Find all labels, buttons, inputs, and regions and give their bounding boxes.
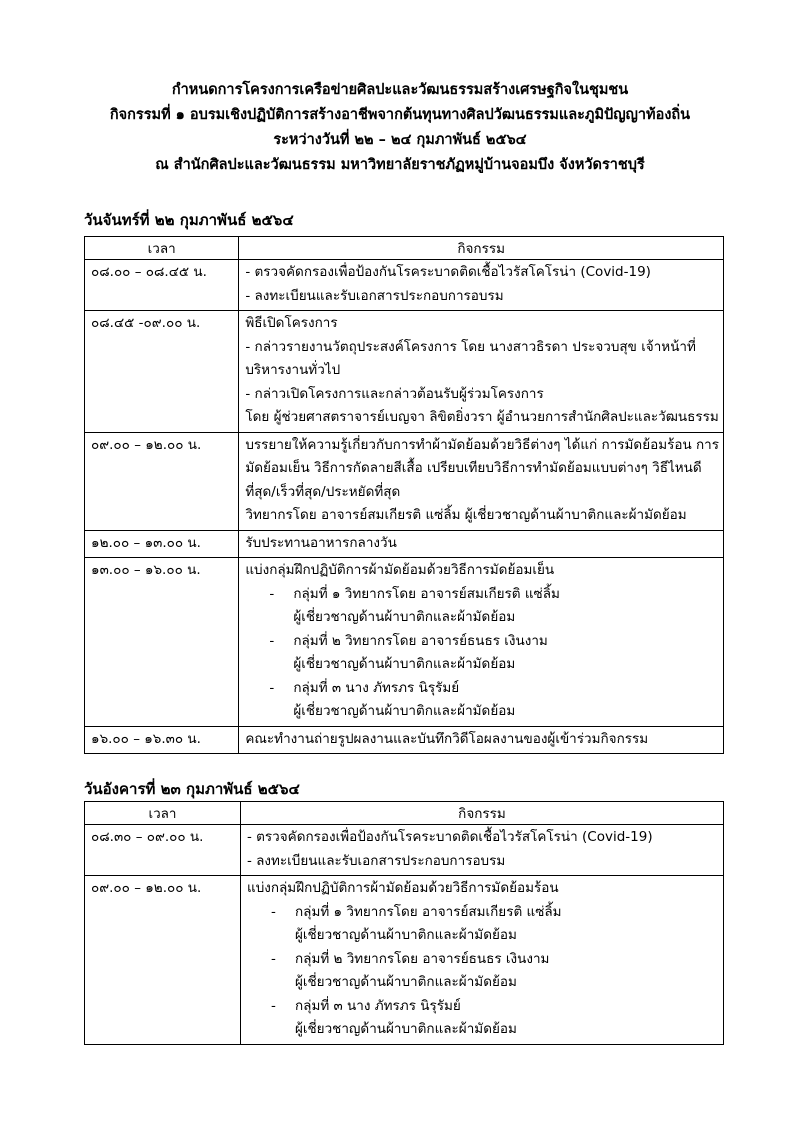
activity-cell [239, 311, 724, 433]
group-leader-line [245, 677, 719, 701]
table-header-row [85, 237, 724, 260]
column-header-time: เวลา [85, 237, 239, 260]
group-leader: กลุ่มที่ ๓ นาง ภัทรภร นิรุรัมย์ [293, 679, 460, 696]
activity-line: รับประทานอาหารกลางวัน [245, 534, 397, 551]
activity-cell [239, 726, 724, 754]
bullet-dash: - [271, 903, 276, 920]
header-dates: ระหว่างวันที่ ๒๒ – ๒๔ กุมภาพันธ์ ๒๕๖๔ [273, 132, 527, 148]
group-leader: กลุ่มที่ ๒ วิทยากรโดย อาจารย์ธนธร เงินงาม [295, 950, 550, 967]
day-title: วันอังคารที่ ๒๓ กุมภาพันธ์ ๒๕๖๔ [84, 780, 300, 798]
column-header-activity: กิจกรรม [241, 802, 724, 825]
group-leader: กลุ่มที่ ๑ วิทยากรโดย อาจารย์สมเกียรติ แซ่ลิ้ม [293, 585, 560, 602]
group-role: ผู้เชี่ยวชาญด้านผ้าบาติกและผ้ามัดย้อม [295, 1021, 517, 1037]
activity-line: วิทยากรโดย อาจารย์สมเกียรติ แซ่ลิ้ม ผู้เชี่ยวชาญด้านผ้าบาติกและผ้ามัดย้อม [245, 507, 687, 523]
activity-line: โดย ผู้ช่วยศาสตราจารย์เบญจา ลิขิตยิ่งวรา ผู้อำนวยการสำนักศิลปะและวัฒนธรรม [245, 409, 719, 425]
activity-line: บรรยายให้ความรู้เกี่ยวกับการทำผ้ามัดย้อมด้วยวิธีต่างๆ ได้แก่ การมัดย้อมร้อน การ [245, 436, 719, 453]
group-leader: กลุ่มที่ ๓ นาง ภัทรภร นิรุรัมย์ [295, 997, 461, 1014]
document-header [0, 78, 800, 178]
activity-line: - ตรวจคัดกรองเพื่อป้องกันโรคระบาดติดเชื้อไวรัสโคโรน่า (Covid-19) [247, 829, 653, 845]
group-leader-line [247, 901, 719, 925]
table-row [85, 825, 724, 876]
group-role: ผู้เชี่ยวชาญด้านผ้าบาติกและผ้ามัดย้อม [295, 927, 517, 943]
activity-cell [239, 558, 724, 727]
group-leader-line [247, 948, 719, 972]
schedule-table-day-1 [84, 236, 724, 754]
time-cell: ๑๖.๐๐ – ๑๖.๓๐ น. [85, 726, 239, 754]
header-activity: กิจกรรมที่ ๑ อบรมเชิงปฏิบัติการสร้างอาชีพจากต้นทุนทางศิลปวัฒนธรรมและภูมิปัญญาท้องถิ่น [109, 107, 691, 123]
table-row [85, 432, 724, 530]
activity-cell [239, 260, 724, 311]
bullet-dash: - [271, 950, 276, 967]
activity-line: มัดย้อมเย็น วิธีการกัดลายสีเสื้อ เปรียบเทียบวิธีการทำมัดย้อมแบบต่างๆ วิธีไหนดี [245, 460, 702, 476]
bullet-dash: - [269, 585, 275, 602]
group-role: ผู้เชี่ยวชาญด้านผ้าบาติกและผ้ามัดย้อม [295, 974, 517, 990]
day-title: วันจันทร์ที่ ๒๒ กุมภาพันธ์ ๒๕๖๔ [84, 211, 294, 229]
group-leader-line [245, 583, 719, 607]
activity-line: - ลงทะเบียนและรับเอกสารประกอบการอบรม [245, 287, 504, 304]
activity-line: - ลงทะเบียนและรับเอกสารประกอบการอบรม [247, 852, 506, 869]
activity-line: แบ่งกลุ่มฝึกปฏิบัติการผ้ามัดย้อมด้วยวิธีการมัดย้อมเย็น [245, 562, 555, 578]
group-role: ผู้เชี่ยวชาญด้านผ้าบาติกและผ้ามัดย้อม [293, 609, 516, 625]
activity-line: บริหารงานทั่วไป [245, 362, 341, 378]
time-cell: ๐๙.๐๐ – ๑๒.๐๐ น. [85, 876, 241, 1045]
table-row [85, 311, 724, 433]
activity-line: - ตรวจคัดกรองเพื่อป้องกันโรคระบาดติดเชื้อไวรัสโคโรน่า (Covid-19) [245, 264, 651, 280]
group-leader: กลุ่มที่ ๒ วิทยากรโดย อาจารย์ธนธร เงินงาม [293, 632, 548, 649]
table-row [85, 558, 724, 727]
activity-cell [241, 825, 724, 876]
column-header-time: เวลา [85, 802, 241, 825]
schedule-table-day-2 [84, 801, 724, 1045]
time-cell: ๐๘.๐๐ – ๐๘.๔๕ น. [85, 260, 239, 311]
bullet-dash: - [269, 679, 275, 696]
time-cell: ๑๓.๐๐ – ๑๖.๐๐ น. [85, 558, 239, 727]
group-role: ผู้เชี่ยวชาญด้านผ้าบาติกและผ้ามัดย้อม [293, 656, 516, 672]
table-row [85, 726, 724, 754]
time-cell: ๑๒.๐๐ – ๑๓.๐๐ น. [85, 530, 239, 558]
table-row [85, 260, 724, 311]
header-venue: ณ สำนักศิลปะและวัฒนธรรม มหาวิทยาลัยราชภัฏหมู่บ้านจอมบึง จังหวัดราชบุรี [155, 157, 645, 173]
time-cell: ๐๘.๓๐ – ๐๙.๐๐ น. [85, 825, 241, 876]
table-row [85, 876, 724, 1045]
group-role: ผู้เชี่ยวชาญด้านผ้าบาติกและผ้ามัดย้อม [293, 703, 516, 719]
table-row [85, 530, 724, 558]
activity-cell [239, 530, 724, 558]
activity-cell [241, 876, 724, 1045]
activity-line: - กล่าวเปิดโครงการและกล่าวต้อนรับผู้ร่วมโครงการ [245, 385, 544, 402]
group-leader-line [247, 995, 719, 1019]
header-title: กำหนดการโครงการเครือข่ายศิลปะและวัฒนธรรมสร้างเศรษฐกิจในชุมชน [171, 82, 629, 98]
table-header-row [85, 802, 724, 825]
activity-line: คณะทำงานถ่ายรูปผลงานและบันทึกวิดีโอผลงานของผู้เข้าร่วมกิจกรรม [245, 730, 649, 747]
activity-line: ที่สุด/เร็วที่สุด/ประหยัดที่สุด [245, 483, 401, 500]
activity-line: พิธีเปิดโครงการ [245, 315, 338, 331]
group-leader: กลุ่มที่ ๑ วิทยากรโดย อาจารย์สมเกียรติ แซ่ลิ้ม [295, 903, 562, 920]
column-header-activity: กิจกรรม [239, 237, 724, 260]
bullet-dash: - [269, 632, 275, 649]
group-leader-line [245, 630, 719, 654]
time-cell: ๐๙.๐๐ – ๑๒.๐๐ น. [85, 432, 239, 530]
activity-line: แบ่งกลุ่มฝึกปฏิบัติการผ้ามัดย้อมด้วยวิธีการมัดย้อมร้อน [247, 880, 559, 896]
bullet-dash: - [271, 997, 276, 1014]
activity-line: - กล่าวรายงานวัตถุประสงค์โครงการ โดย นางสาวธิรดา ประจวบสุข เจ้าหน้าที่ [245, 338, 696, 355]
time-cell: ๐๘.๔๕ -๐๙.๐๐ น. [85, 311, 239, 433]
activity-cell [239, 432, 724, 530]
